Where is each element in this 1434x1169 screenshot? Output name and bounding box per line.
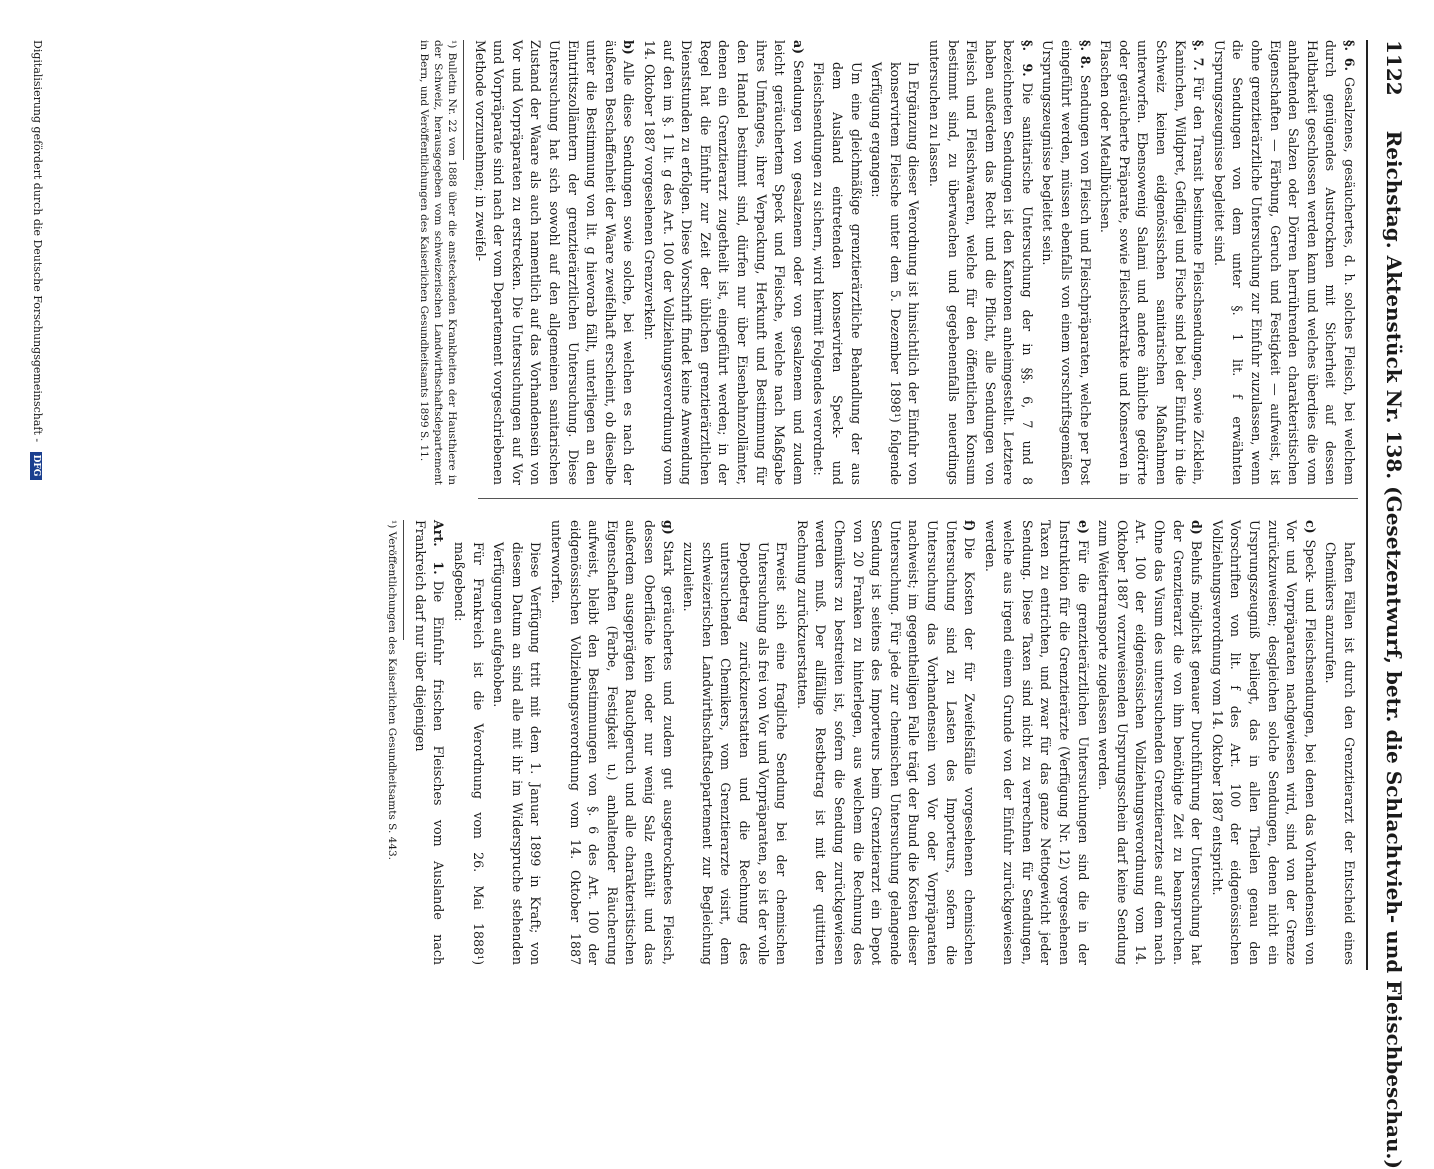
paragraph: [489, 520, 545, 965]
paragraph: [1038, 40, 1094, 485]
page-title: Reichstag. Aktenstück Nr. 138. (Gesetzentwurf, betr. die Schlachtvieh- und Fleischbeschau.): [1382, 130, 1406, 1169]
paragraph: [1094, 520, 1206, 965]
dfg-logo: DFG: [30, 452, 42, 480]
paragraph: [1096, 40, 1208, 485]
section-marker: e): [1075, 520, 1091, 534]
section-marker: §. 9.: [1019, 40, 1035, 77]
paragraph-text: Behufs möglichst genauer Durchführung der Untersuchung hat der Grenztierarzt die von ihm benöthigte Zeit zu beanspruchen. Ohne das Visum des untersuchenden Grenztierarztes auf dem nach Art. 100 der eidgenössischen Vollziehungsverordnung vom 14. Oktober 1887 vorzuweisenden Ursprungsschein darf keine Sendung zum Weitertransporte zugelassen werden.: [1096, 520, 1205, 965]
paragraph-text: Sendungen von Fleisch und Fleischpräparaten, welche per Post eingeführt werden, müssen ebenfalls von einem vorschriftsgemäßen Ursprungszeugnisse begleitet sein.: [1040, 40, 1093, 485]
paragraph-text: Für Frankreich ist die Verordnung vom 26. Mai 1888¹) maßgebend:: [452, 542, 486, 965]
digitization-note: [30, 40, 44, 960]
section-marker: b): [621, 40, 637, 55]
footnote: ¹) Veröffentlichungen des Kaiserlichen Gesundheitsamts S. 443.: [386, 520, 399, 861]
paragraph: [679, 520, 791, 965]
paragraph: [980, 520, 1092, 965]
section-marker: §. 8.: [1077, 40, 1093, 69]
paragraph: [792, 520, 978, 965]
paragraph-text: Um eine gleichmäßige grenztierärztliche Behandlung der aus dem Ausland eintretenden konservirten Speck- und Fleischsendungen zu sichern, wird hiermit Folgendes verordnet:: [811, 62, 864, 485]
column-separator: [478, 498, 1358, 499]
footnote-rule: [463, 40, 464, 160]
paragraph: [639, 40, 806, 485]
paragraph-text: In Ergänzung dieser Verordnung ist hinsichtlich der Einfuhr von konservirtem Fleische unter dem 5. Dezember 1898¹) folgende Verfügung ergangen:: [869, 62, 922, 485]
section-marker: f): [962, 520, 978, 532]
paragraph: [1207, 520, 1319, 965]
section-marker: d): [1189, 520, 1205, 535]
paragraph-text: Gesalzenes, gesäuchertes, d. h. solches Fleisch, bei welchem durch genügendes Austrocknen mit Sicherheit auf dessen Haltbarkeit geschlossen werden kann und welches überdies die vom anhaftenden Salzen oder Dörren herrührenden charakteristischen Eigenschaften — Färbung, Geruch und Festigkeit — aufweist, ist ohne grenztierärztliche Untersuchung zur Einfuhr zuzulassen, wenn die Sendungen von dem unter §. 1 lit. f erwähnten Ursprungszeugnisse begleitet sind.: [1211, 40, 1357, 485]
paragraph-text: Die Einfuhr frischen Fleisches vom Auslande nach Frankreich darf nur über diejenigen: [412, 520, 447, 966]
paragraph: [450, 520, 487, 965]
paragraph-text: Die Kosten der für Zweifelsfälle vorgesehenen chemischen Untersuchung sind zu Lasten des Importeurs, sofern die Untersuchung das Vorhandensein von Vor oder Vorpräparaten nachweist; im gegentheiligen Falle trägt der Bund die Kosten dieser Untersuchung. Für jede zur chemischen Untersuchung gelangende Sendung ist seitens des Importeurs beim Grenztierarzt ein Depot von 20 Franken zu hinterlegen, aus welchem die Rechnung des Chemikers zu bestreiten ist, sofern die Sendung zurückgewiesen werden muß. Der allfällige Restbetrag ist mit der quittirten Rechnung zurückzuerstatten.: [794, 520, 978, 965]
paragraph-text: haften Fällen ist durch den Grenztierarzt der Entscheid eines Chemikers anzurufen.: [1323, 542, 1357, 965]
paragraph: [546, 520, 676, 965]
header-rule: [1366, 40, 1368, 970]
paragraph-text: Für die grenztierärztlichen Untersuchungen sind die in der Instruktion für die Grenztierärzte (Verfügung Nr. 12) vorgesehenen Taxen zu entrichten, und zwar für das ganze Nettogewicht jeder Sendung. Diese Taxen sind nicht zu verrechnen für Sendungen, welche aus irgend einem Grunde von der Einfuhr zurückgewiesen werden.: [982, 520, 1091, 965]
page-header: [1372, 40, 1406, 1169]
digitization-text: Digitalisierung gefördert durch die Deutsche Forschungsgemeinschaft -: [31, 40, 44, 443]
paragraph: [1321, 520, 1358, 965]
paragraph-text: Diese Verfügung tritt mit dem 1. Januar 1899 in Kraft; von diesem Datum an sind alle mit ihr im Widerspruche stehenden Verfügungen aufgehoben.: [491, 542, 544, 965]
section-marker: g): [660, 520, 676, 535]
section-marker: Art. 1.: [431, 520, 447, 575]
section-marker: §. 7.: [1191, 40, 1207, 71]
paragraph-text: Die sanitarische Untersuchung der in §§. 6, 7 und 8 bezeichneten Sendungen ist den Kantonen anheimgestellt. Letztere haben außerdem das Recht und die Pflicht, alle Sendungen von Fleisch und Fleischwaaren, welche für den öffentlichen Konsum bestimmt sind, zu überwachen und gegebenenfalls neuerdings untersuchen zu lassen.: [926, 40, 1035, 485]
section-marker: a): [790, 40, 806, 55]
paragraph: [924, 40, 1036, 485]
paragraph: [809, 40, 865, 485]
left-column: [418, 40, 1358, 485]
page-number: 1122: [1382, 40, 1406, 96]
paragraph-text: Für den Transit bestimmte Fleischsendungen, sowie Zicklein, Kaninchen, Wildpret, Geflügel und Fische sind bei der Einfuhr in die Schweiz keinen eidgenössischen sanitarischen Maßnahmen unterworfen. Ebensowenig Salami und andere ähnliche gedörrte oder geräucherte Präparate, sowie Fleischextrakte und Konserven in Flaschen oder Metallbüchsen.: [1098, 40, 1207, 485]
paragraph: [867, 40, 923, 485]
paragraph: [410, 520, 447, 965]
paragraph-text: Speck- und Fleischsendungen, bei denen das Vorhandensein von Vor und Vorpräparaten nachgewiesen wird, sind von der Grenze zurückzuweisen; desgleichen solche Sendungen, denen nicht ein Ursprungszeugniß beiliegt, das in allen Theilen genau den Vorschriften von lit. f des Art. 100 der eidgenössischen Vollziehungsverordnung vom 14. Oktober 1887 entspricht.: [1209, 520, 1318, 965]
paragraph-text: Alle diese Sendungen sowie solche, bei welchen es nach der äußeren Beschaffenheit der Waare zweifelhaft erscheint, ob dieselbe unter die Bestimmung von lit. g hievorab fällt, unterliegen an den Eintrittszollämtern der grenztierärztlichen Untersuchung. Diese Untersuchung hat sich sowohl auf den allgemeinen sanitarischen Zustand der Waare als auch namentlich auf das Vorhandensein von Vor und Vorpräparaten zu erstrecken. Die Untersuchungen auf Vor und Vorpräparate sind nach der vom Departement vorgeschriebenen Methode vorzunehmen; in zweifel-: [472, 40, 637, 485]
right-column: [386, 520, 1358, 966]
paragraph-text: Stark geräuchertes und zudem gut ausgetrocknetes Fleisch, dessen Oberfläche kein oder nur wenig Salz enthält und das außerdem ausgeprägten Rauchgeruch und alle charakteristischen Eigenschaften (Farbe, Festigkeit u.) anhaltender Räucherung aufweist, bleibt den Bestimmungen von §. 6 des Art. 100 der eidgenössischen Vollziehungsverordnung vom 14. Oktober 1887 unterworfen.: [549, 520, 676, 965]
section-marker: §. 6.: [1342, 40, 1357, 72]
footnote-rule: [403, 520, 404, 640]
section-marker: c): [1302, 520, 1318, 534]
paragraph: [470, 40, 637, 485]
footnote: ¹) Bulletin Nr. 22 von 1888 über die ansteckenden Krankheiten der Hausthiere in der Schweiz, herausgegeben vom schweizerischen Landwirthschaftsdepartement in Bern, und Veröffentlichungen des Kaiserlichen Gesundheitsamts 1899 S. 11.: [418, 40, 459, 485]
paragraph-text: Sendungen von gesalzenem oder von gesalzenem und zudem leicht geräuchertem Speck und Fleische, welche nach Maßgabe ihres Umfanges, ihrer Verpackung, Herkunft und Bestimmung für den Handel bestimmt sind, dürfen nur über Eisenbahnzollämter, denen ein Grenztierarzt zugetheilt ist, eingeführt werden; in der Regel hat die Einfuhr zur Zeit der üblichen grenztierärztlichen Dienststunden zu erfolgen. Diese Vorschrift findet keine Anwendung auf den im §. 1 lit. g des Art. 100 der Vollziehungsverordnung vom 14. Oktober 1887 vorgesehenen Grenzverkehr.: [642, 40, 806, 485]
paragraph: [1209, 40, 1358, 485]
paragraph-text: Erweist sich eine fragliche Sendung bei der chemischen Untersuchung als frei von Vor und Vorpräparaten, so ist der volle Depotbetrag zurückzuerstatten und die Rechnung des untersuchenden Chemikers, vom Grenztierarzte visirt, dem schweizerischen Landwirthschaftsdepartement zur Begleichung zuzuleiten.: [681, 542, 790, 965]
